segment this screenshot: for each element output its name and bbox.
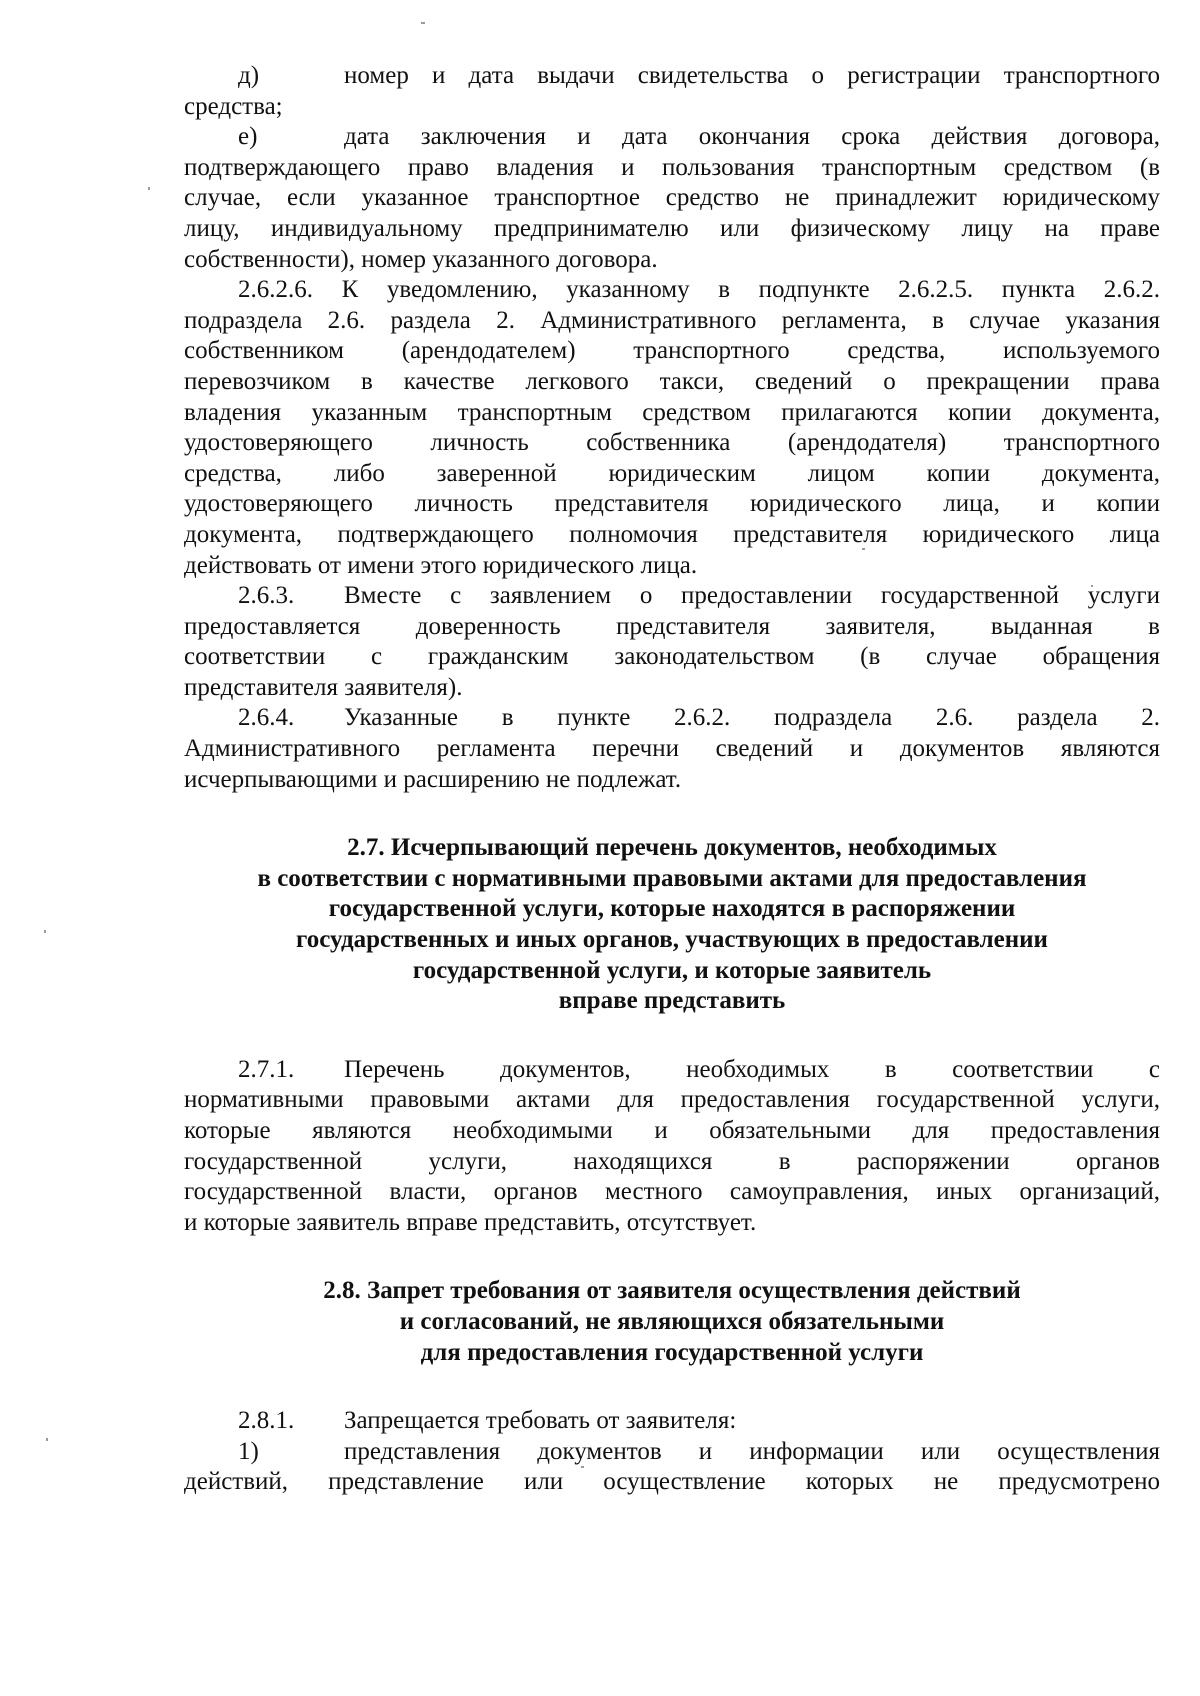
text-line: 2.6.2.6. К уведомлению, указанному в подпункте 2.6.2.5. пункта 2.6.2. [238,276,1160,304]
heading-line: государственной услуги, которые находятся в распоряжении [328,895,1016,923]
list-item-label: 1) [238,1437,259,1465]
text-line: предоставляется доверенность представителя заявителя, выданная в [184,612,1160,640]
text-line: Административного регламента перечни сведений и документов являются [184,735,1160,763]
heading-line: для предоставления государственной услуги [420,1338,924,1366]
text-line: средства, либо заверенной юридическим лицом копии документа, [184,459,1160,487]
scan-speck [44,930,46,933]
spacer [184,1368,1160,1406]
text-line: Запрещается требовать от заявителя: [344,1407,737,1435]
scan-speck [46,1438,48,1441]
heading-line: 2.8. Запрет требования от заявителя осуществления действий [323,1277,1021,1305]
list-item-1 [184,1437,1160,1498]
heading-line: вправе представить [558,987,786,1015]
text-line: подтверждающего право владения и пользования транспортным средством (в [184,153,1160,181]
heading-line: государственной услуги, и которые заявитель [412,956,932,984]
text-line: нормативными правовыми актами для предоставления государственной услуги, [184,1086,1160,1114]
text-line: номер и дата выдачи свидетельства о регистрации транспортного [344,62,1160,89]
text-line: государственной власти, органов местного самоуправления, иных организаций, [184,1178,1160,1206]
text-line: удостоверяющего личность собственника (арендодателя) транспортного [184,429,1160,457]
text-line: собственником (арендодателем) транспортного средства, используемого [184,337,1160,365]
text-line: случае, если указанное транспортное средство не принадлежит юридическому [184,184,1160,212]
text-line: представителя заявителя). [184,673,463,701]
paragraph-number: 2.6.4. [238,704,295,732]
text-line: перевозчиком в качестве легкового такси, сведений о прекращении права [184,367,1160,395]
section-heading-2-7 [184,833,1160,1017]
document-body [184,61,1160,1498]
paragraph-number: 2.6.3. [238,582,295,610]
heading-line: в соответствии с нормативными правовыми актами для предоставления [257,864,1087,892]
text-line: Указанные в пункте 2.6.2. подраздела 2.6. раздела 2. [344,704,1160,732]
text-line: действий, представление или осуществление которых не предусмотрено [184,1468,1160,1496]
section-heading-2-8 [184,1276,1160,1368]
heading-line: и согласований, не являющихся обязательными [399,1307,945,1335]
paragraph-2-8-1 [184,1406,1160,1437]
heading-line: 2.7. Исчерпывающий перечень документов, необходимых [347,834,997,862]
text-line: государственной услуги, находящихся в распоряжении органов [184,1147,1160,1175]
list-item-e [184,122,1160,275]
text-line: собственности), номер указанного договора. [184,245,658,273]
text-line: документа, подтверждающего полномочия представителя юридического лица [184,520,1160,548]
text-line: которые являются необходимыми и обязательными для предоставления [184,1117,1160,1144]
heading-line: государственных и иных органов, участвующих в предоставлении [296,926,1048,954]
text-line: подраздела 2.6. раздела 2. Административного регламента, в случае указания [184,306,1160,334]
paragraph-2-7-1 [184,1055,1160,1239]
text-line: лицу, индивидуальному предпринимателю или физическому лицу на праве [184,214,1160,242]
text-line: представления документов и информации или осуществления [344,1437,1160,1465]
list-item-d [184,61,1160,122]
text-line: средства; [184,92,283,120]
list-item-label: е) [238,123,258,151]
paragraph-2-6-2-6 [184,275,1160,581]
text-line: исчерпывающими и расширению не подлежат. [184,765,682,793]
scan-speck [421,22,425,24]
paragraph-2-6-4 [184,703,1160,795]
text-line: владения указанным транспортным средством прилагаются копии документа, [184,398,1160,426]
text-line: соответствии с гражданским законодательством (в случае обращения [184,643,1160,671]
text-line: Перечень документов, необходимых в соответствии с [344,1055,1160,1083]
list-item-label: д) [238,62,260,89]
spacer [184,1017,1160,1055]
text-line: и которые заявитель вправе представить, отсутствует. [184,1208,757,1236]
text-line: дата заключения и дата окончания срока действия договора, [344,123,1160,151]
scan-speck [148,187,150,190]
spacer [184,1238,1160,1276]
paragraph-number: 2.7.1. [238,1055,295,1083]
text-line: удостоверяющего личность представителя юридического лица, и копии [184,490,1160,518]
text-line: Вместе с заявлением о предоставлении государственной услуги [344,582,1160,610]
paragraph-number: 2.8.1. [238,1407,295,1435]
paragraph-2-6-3 [184,581,1160,703]
text-line: действовать от имени этого юридического лица. [184,551,698,579]
spacer [184,795,1160,833]
